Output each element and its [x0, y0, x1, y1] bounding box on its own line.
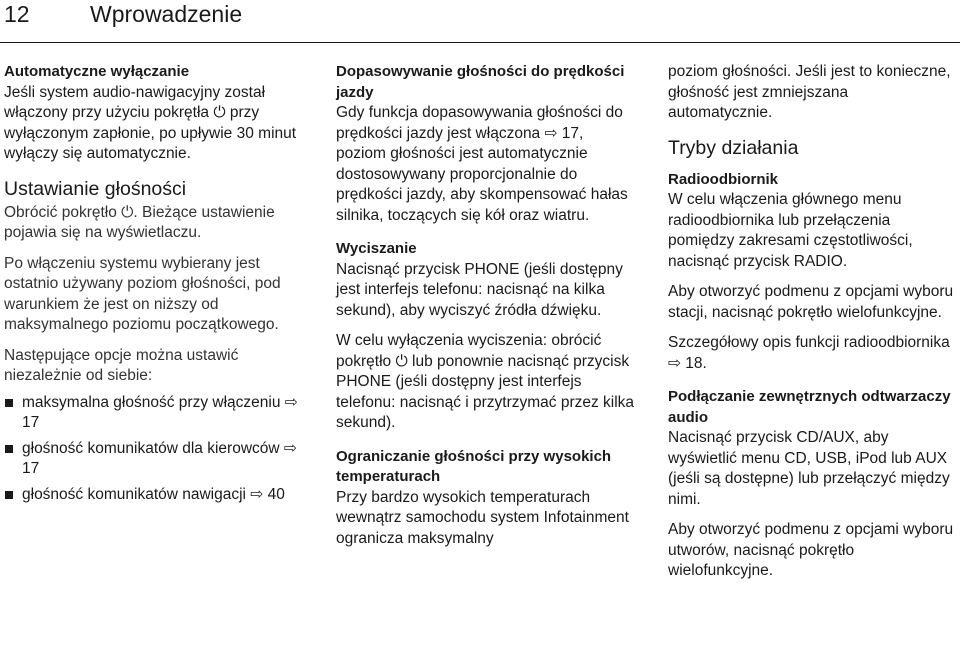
- page-number: 12: [4, 1, 30, 27]
- speed-volume-heading: Dopasowywanie głośności do prędkości jazdy: [336, 63, 625, 101]
- column-3: [668, 62, 956, 582]
- page-header: [0, 0, 960, 44]
- mute-heading: Wyciszanie: [336, 240, 417, 257]
- header-rule: [0, 42, 960, 43]
- mute-text-2: W celu wyłączenia wyciszenia: obrócić pokrętło ⏻ lub ponownie nacisnąć przycisk PHONE (jeśli dostępny jest interfejs telefonu: nacisnąć i przytrzymać przez kilka sekund).: [336, 332, 635, 431]
- page-title: Wprowadzenie: [90, 1, 243, 27]
- external-audio-heading: Podłączanie zewnętrznych odtwarzaczy audio: [668, 388, 951, 426]
- auto-off-text: Jeśli system audio-nawigacyjny został włączony przy użyciu pokrętła ⏻ przy wyłączonym zapłonie, po upływie 30 minut wyłączy się automatycznie.: [4, 83, 297, 162]
- list-item: głośność komunikatów nawigacji ⇨ 40: [4, 485, 304, 506]
- speed-volume-text: Gdy funkcja dopasowywania głośności do prędkości jazdy jest włączona ⇨ 17, poziom głośności jest automatycznie dostosowywany proporcjonalnie do prędkości jazdy, aby skompensować hałas silnika, toczących się kół oraz wiatru.: [336, 104, 628, 224]
- volume-options-list: [4, 393, 304, 506]
- volume-heading: Ustawianie głośności: [4, 177, 187, 200]
- mute-text: Nacisnąć przycisk PHONE (jeśli dostępny jest interfejs telefonu: nacisnąć na kilka sekund), aby wyciszyć źródła dźwięku.: [336, 260, 623, 319]
- volume-text: Obrócić pokrętło ⏻. Bieżące ustawienie pojawia się na wyświetlaczu.: [4, 203, 275, 241]
- radio-text-3: Szczegółowy opis funkcji radioodbiornika ⇨ 18.: [668, 334, 950, 372]
- volume-text-2: Po włączeniu systemu wybierany jest ostatnio używany poziom głośności, pod warunkiem że jest on niższy od maksymalnego poziomu początkowego.: [4, 254, 281, 333]
- temperature-text: Przy bardzo wysokich temperaturach wewnątrz samochodu system Infotainment ogranicza maksymalny: [336, 488, 629, 547]
- list-item: głośność komunikatów dla kierowców ⇨ 17: [4, 439, 304, 480]
- radio-text: W celu włączenia głównego menu radioodbiornika lub przełączenia pomiędzy zakresami częstotliwości, nacisnąć przycisk RADIO.: [668, 191, 913, 270]
- radio-heading: Radioodbiornik: [668, 170, 778, 188]
- external-audio-text: Nacisnąć przycisk CD/AUX, aby wyświetlić menu CD, USB, iPod lub AUX (jeśli są dostępne) lub przełączyć między nimi.: [668, 429, 950, 508]
- modes-heading: Tryby działania: [668, 136, 799, 159]
- column-2: [336, 62, 636, 549]
- temperature-heading: Ograniczanie głośności przy wysokich temperaturach: [336, 447, 612, 485]
- column-1: [4, 62, 304, 510]
- external-audio-text-2: Aby otworzyć podmenu z opcjami wyboru utworów, nacisnąć pokrętło wielofunkcyjne.: [668, 521, 954, 579]
- temperature-text-cont: poziom głośności. Jeśli jest to konieczne, głośność jest zmniejszana automatycznie.: [668, 63, 951, 121]
- volume-text-3: Następujące opcje można ustawić niezależnie od siebie:: [4, 346, 239, 384]
- radio-text-2: Aby otworzyć podmenu z opcjami wyboru stacji, nacisnąć pokrętło wielofunkcyjne.: [668, 283, 954, 321]
- auto-off-heading: Automatyczne wyłączanie: [4, 63, 190, 80]
- list-item: maksymalna głośność przy włączeniu ⇨ 17: [4, 393, 304, 434]
